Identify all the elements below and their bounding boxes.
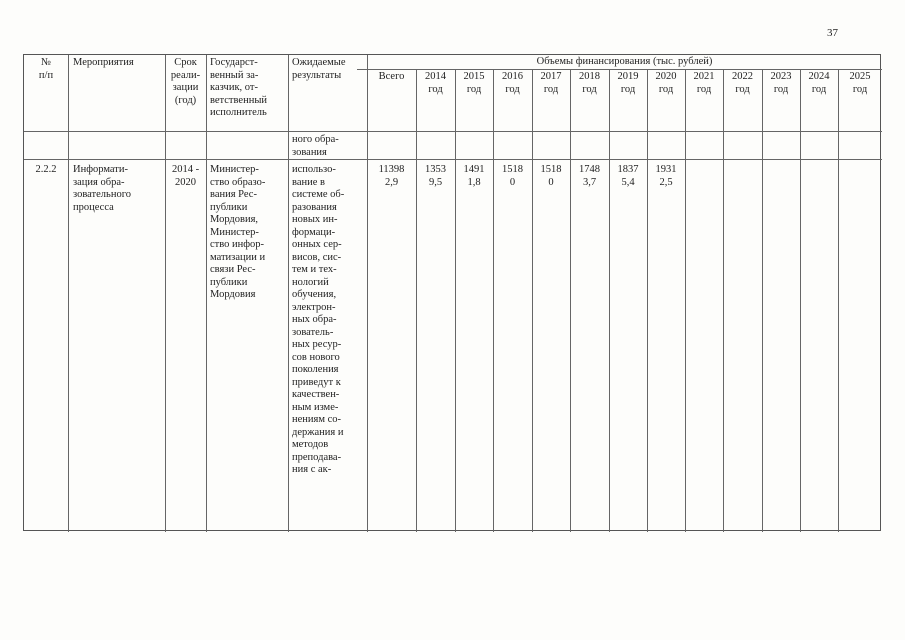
col-divider bbox=[609, 69, 610, 532]
col-divider bbox=[838, 69, 839, 532]
col-divider bbox=[762, 69, 763, 532]
funding-table bbox=[23, 54, 881, 531]
row-activity: Информати- зация обра- зовательного процесса bbox=[73, 164, 131, 213]
row-results: использо- вание в системе об- разования новых ин- формаци- онных сер- висов, сис- тем и тех- нологий обучения, электрон- ных обра- зователь- ных ресур- сов нового поколения приведут к качествен- ным изме- нениям со- держания и методов преподава- ния с ак- bbox=[292, 164, 345, 475]
col-divider bbox=[570, 69, 571, 532]
header-year-2015: 2015 год bbox=[463, 71, 485, 95]
row-year-2015: 1491 1,8 bbox=[463, 164, 485, 188]
header-year-2017: 2017 год bbox=[540, 71, 562, 95]
col-divider bbox=[416, 69, 417, 532]
header-year-2019: 2019 год bbox=[617, 71, 639, 95]
page-number: 37 bbox=[827, 27, 838, 39]
header-year-2024: 2024 год bbox=[808, 71, 830, 95]
header-customer: Государст- венный за- казчик, от- ветственный исполнитель bbox=[210, 57, 267, 118]
divider-header-bottom bbox=[24, 131, 882, 132]
header-year-2014: 2014 год bbox=[425, 71, 446, 95]
row-year-2018: 1748 3,7 bbox=[579, 164, 600, 188]
col-divider bbox=[165, 55, 166, 532]
col-divider bbox=[68, 55, 69, 532]
header-results: Ожидаемые результаты bbox=[292, 57, 346, 81]
col-divider bbox=[493, 69, 494, 532]
col-divider bbox=[367, 55, 368, 532]
col-divider bbox=[685, 69, 686, 532]
col-divider bbox=[647, 69, 648, 532]
header-year-2023: 2023 год bbox=[770, 71, 792, 95]
header-year-2025: 2025 год bbox=[849, 71, 871, 95]
header-activity: Мероприятия bbox=[73, 57, 134, 68]
row-term: 2014 - 2020 bbox=[171, 164, 200, 188]
col-divider bbox=[288, 55, 289, 532]
col-divider bbox=[532, 69, 533, 532]
header-year-2021: 2021 год bbox=[693, 71, 715, 95]
header-year-2016: 2016 год bbox=[502, 71, 523, 95]
continued-results: ного обра- зования bbox=[292, 134, 339, 158]
col-divider bbox=[206, 55, 207, 532]
row-year-2016: 1518 0 bbox=[502, 164, 523, 188]
header-year-2018: 2018 год bbox=[579, 71, 600, 95]
row-year-2020: 1931 2,5 bbox=[655, 164, 677, 188]
col-divider bbox=[723, 69, 724, 532]
header-year-2020: 2020 год bbox=[655, 71, 677, 95]
divider-funding-header bbox=[357, 69, 882, 70]
header-num: № п/п bbox=[38, 57, 54, 81]
row-customer: Министер- ство образо- вания Рес- публики Мордовия, Министер- ство инфор- матизации и связи Рес- публики Мордовия bbox=[210, 164, 266, 300]
row-total: 11398 2,9 bbox=[378, 164, 405, 188]
row-year-2014: 1353 9,5 bbox=[425, 164, 446, 188]
divider-continued-row bbox=[24, 159, 882, 160]
row-num: 2.2.2 bbox=[35, 164, 57, 175]
row-year-2019: 1837 5,4 bbox=[617, 164, 639, 188]
header-total: Всего bbox=[378, 71, 405, 82]
header-term: Срок реали- зации (год) bbox=[170, 57, 201, 106]
col-divider bbox=[800, 69, 801, 532]
row-year-2017: 1518 0 bbox=[540, 164, 562, 188]
header-year-2022: 2022 год bbox=[732, 71, 753, 95]
col-divider bbox=[455, 69, 456, 532]
header-funding: Объемы финансирования (тыс. рублей) bbox=[536, 56, 713, 67]
